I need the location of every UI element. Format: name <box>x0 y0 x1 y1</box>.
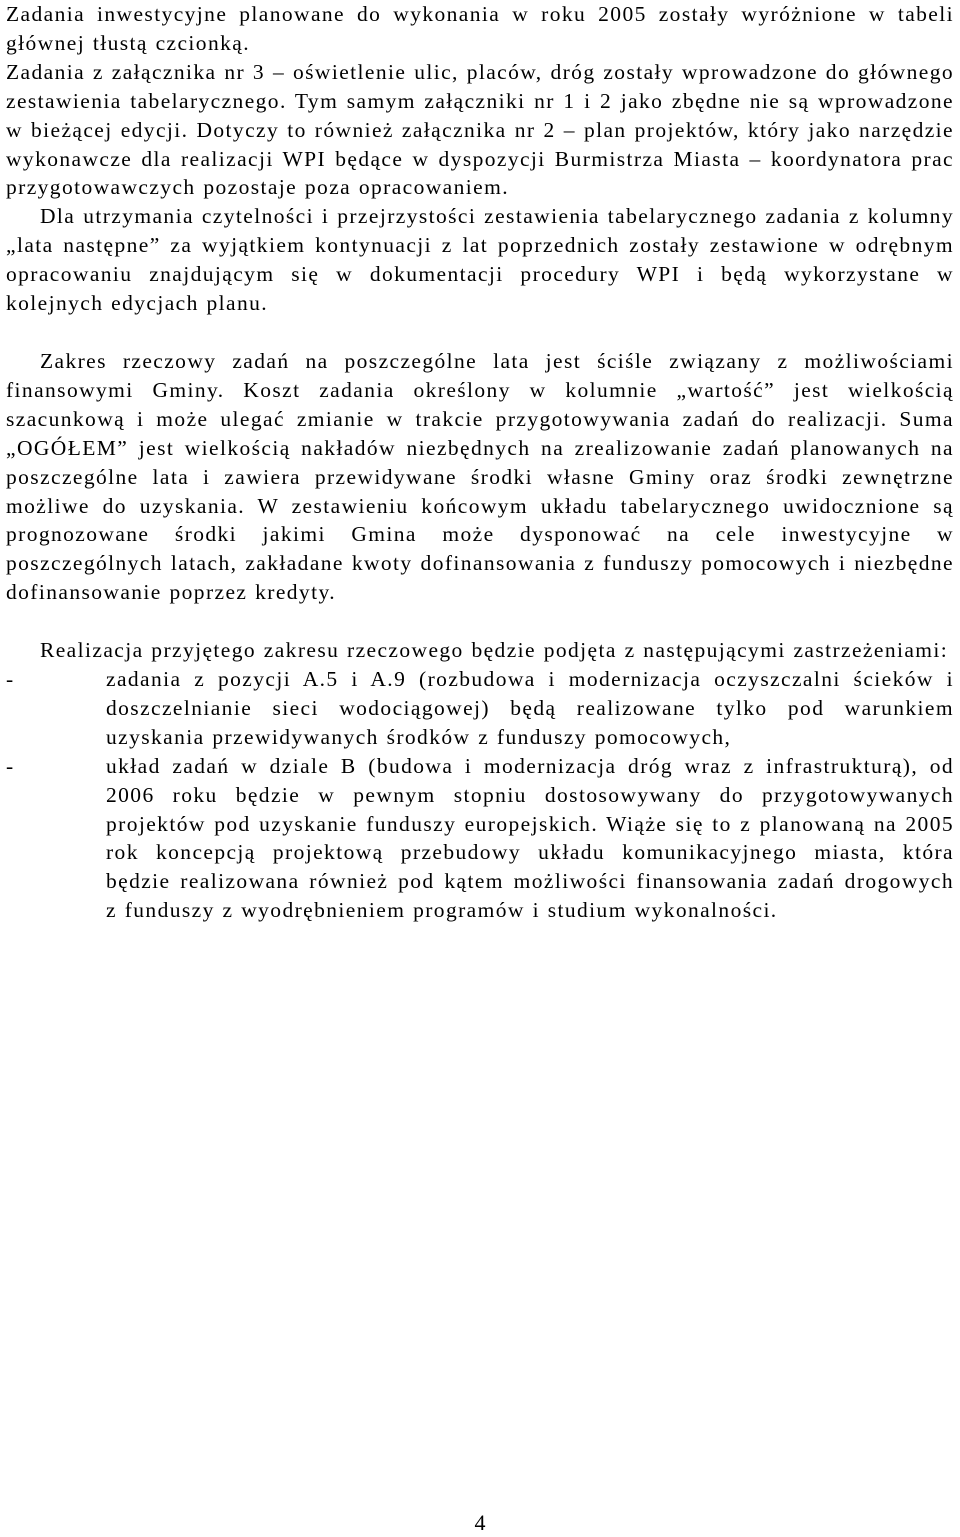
list-item-text: zadania z pozycji A.5 i A.9 (rozbudowa i modernizacja oczyszczalni ścieków i doszczelnianie sieci wodociągowej) będą realizowane tylko pod warunkiem uzyskania przewidywanych środków z funduszy pomocowych, <box>106 667 954 749</box>
list-item-text: układ zadań w dziale B (budowa i modernizacja dróg wraz z infrastrukturą), od 2006 roku będzie w pewnym stopniu dostosowywany do przygotowywanych projektów pod uzyskanie funduszy europejskich. Wiąże się to z planowaną na 2005 rok koncepcją projektową przebudowy układu komunikacyjnego miasta, która będzie realizowana również pod kątem możliwości finansowania zadań drogowych z funduszy z wyodrębnieniem programów i studium wykonalności. <box>106 753 954 923</box>
reservations-list <box>6 665 954 925</box>
list-bullet: - <box>6 753 15 778</box>
paragraph-readability: Dla utrzymania czytelności i przejrzystości zestawienia tabelarycznego zadania z kolumny „lata następne” za wyjątkiem kontynuacji z lat poprzednich zostały zestawione w odrębnym opracowaniu znajdującym się w dokumentacji procedury WPI i będą wykorzystane w kolejnych edycjach planu. <box>6 204 954 316</box>
list-bullet: - <box>6 667 15 692</box>
paragraph-reservations-intro: Realizacja przyjętego zakresu rzeczowego będzie podjęta z następującymi zastrzeżeniami: <box>40 638 949 663</box>
paragraph-bold-note: Zadania inwestycyjne planowane do wykonania w roku 2005 zostały wyróżnione w tabeli głównej tłustą czcionką. <box>6 2 954 55</box>
document-page <box>6 0 954 925</box>
paragraph-attachments: Zadania z załącznika nr 3 – oświetlenie ulic, placów, dróg zostały wprowadzone do głównego zestawienia tabelarycznego. Tym samym załączniki nr 1 i 2 jako zbędne nie są wprowadzone w bieżącej edycji. Dotyczy to również załącznika nr 2 – plan projektów, który jako narzędzie wykonawcze dla realizacji WPI będące w dyspozycji Burmistrza Miasta – koordynatora prac przygotowawczych pozostaje poza opracowaniem. <box>6 59 954 200</box>
paragraph-scope: Zakres rzeczowy zadań na poszczególne lata jest ściśle związany z możliwościami finansowymi Gminy. Koszt zadania określony w kolumnie „wartość” jest wielkością szacunkową i może ulegać zmianie w trakcie przygotowywania zadań do realizacji. Suma „OGÓŁEM” jest wielkością nakładów niezbędnych na zrealizowanie zadań planowanych na poszczególne lata i zawiera przewidywane środki własne Gminy oraz środki zewnętrzne możliwe do uzyskania. W zestawieniu końcowym układu tabelarycznego uwidocznione są prognozowane środki jakimi Gmina może dysponować na cele inwestycyjne w poszczególnych latach, zakładane kwoty dofinansowania z funduszy pomocowych i niezbędne dofinansowanie poprzez kredyty. <box>6 348 954 605</box>
list-item <box>6 752 954 925</box>
page-number: 4 <box>474 1510 486 1535</box>
list-item <box>6 665 954 752</box>
